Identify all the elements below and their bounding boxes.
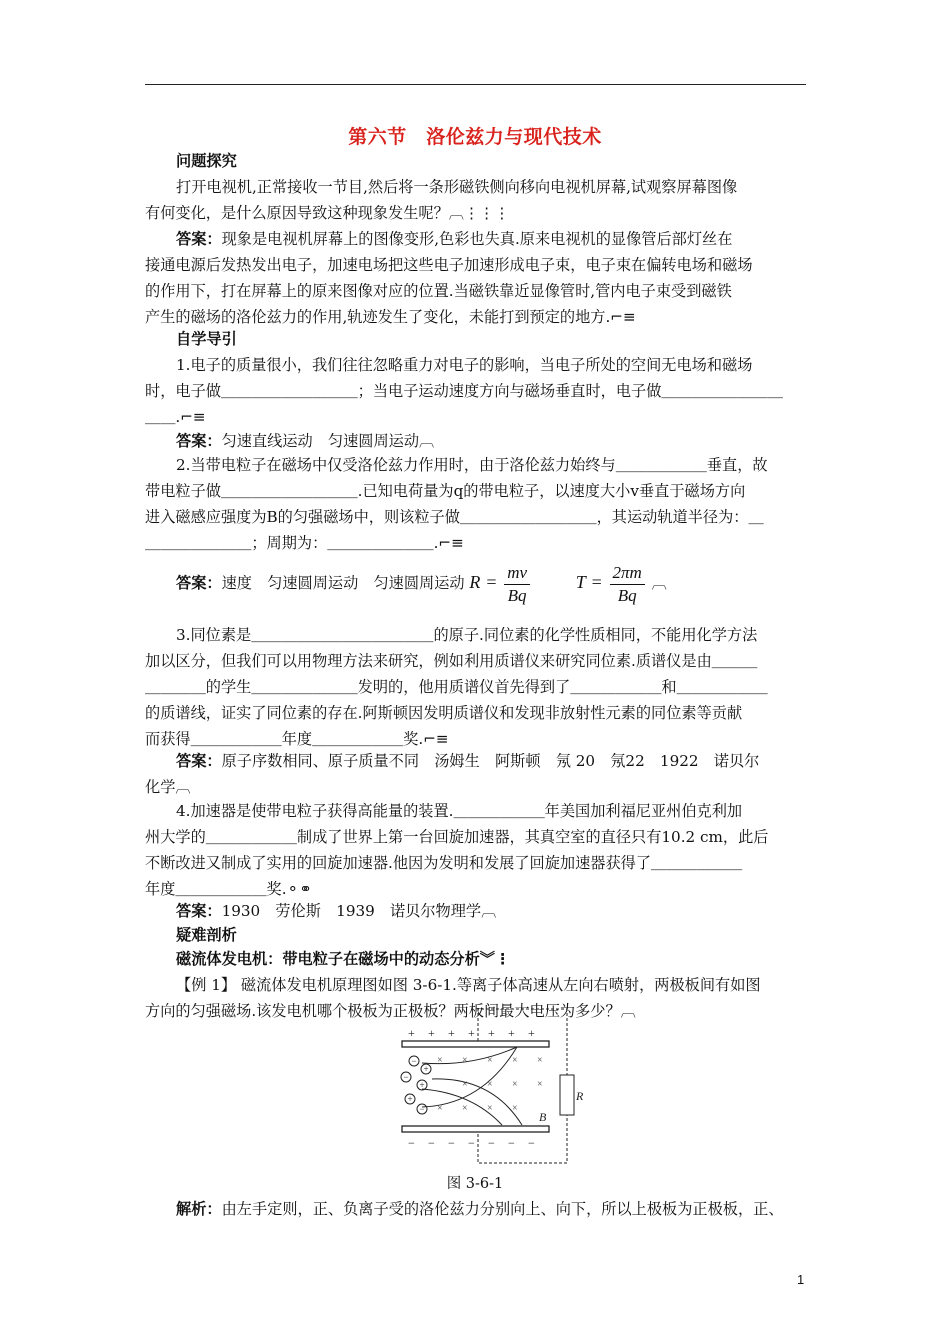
svg-text:×: × <box>512 1055 518 1066</box>
text-line: 进入磁感应强度为B的匀强磁场中，则该粒子做＿＿＿＿＿＿＿＿＿，其运动轨道半径为：＿ <box>145 508 764 526</box>
section-heading-zixue: 自学导引 <box>176 330 237 348</box>
svg-text:−: − <box>403 1072 409 1082</box>
text-line: 【例 1】 磁流体发电机原理图如图 3-6-1.等离子体高速从左向右喷射，两极板间有如图 <box>176 976 761 994</box>
text-line: ＿＿＿＿的学生＿＿＿＿＿＿＿发明的，他用质谱仪首先得到了＿＿＿＿＿＿和＿＿＿＿＿＿ <box>145 678 768 696</box>
text-line: 2.当带电粒子在磁场中仅受洛伦兹力作用时，由于洛伦兹力始终与＿＿＿＿＿＿垂直，故 <box>176 456 768 474</box>
answer-label: 答案： <box>176 432 222 450</box>
analysis-block <box>145 1196 806 1222</box>
svg-text:×: × <box>537 1055 543 1066</box>
answer-tail: ︹ <box>651 574 667 592</box>
text-line: 不断改进又制成了实用的回旋加速器.他因为发明和发展了回旋加速器获得了＿＿＿＿＿＿ <box>145 854 743 872</box>
fraction-period <box>610 562 645 607</box>
section-heading-wenti: 问题探究 <box>176 152 237 170</box>
plus-signs <box>408 1026 535 1040</box>
svg-text:+: + <box>488 1026 495 1040</box>
svg-text:−: − <box>419 1104 425 1114</box>
text-line: 加以区分，但我们可以用物理方法来研究，例如利用质谱仪来研究同位素.质谱仪是由＿＿＿ <box>145 652 758 670</box>
text-line: 年度＿＿＿＿＿＿奖.⚬⚭ <box>145 880 312 898</box>
text-line: 打开电视机,正常接收一节目,然后将一条形磁铁侧向移向电视机屏幕,试观察屏幕图像 <box>176 178 738 196</box>
answer-label: 答案： <box>176 902 222 920</box>
fraction-numerator: mv <box>504 562 530 585</box>
analysis-label: 解析： <box>176 1200 222 1218</box>
answer-block-4 <box>145 748 806 800</box>
svg-text:−: − <box>508 1136 515 1150</box>
svg-text:×: × <box>512 1079 518 1090</box>
answer-block-1 <box>145 226 806 330</box>
svg-text:+: + <box>448 1026 455 1040</box>
svg-text:+: + <box>419 1080 425 1090</box>
analysis-text: 由左手定则，正、负离子受的洛伦兹力分别向上、向下，所以上极板为正极板，正、 <box>221 1200 784 1218</box>
text-line: 而获得＿＿＿＿＿＿年度＿＿＿＿＿＿奖.⌐≡ <box>145 730 449 748</box>
svg-text:+: + <box>407 1094 413 1104</box>
svg-text:+: + <box>468 1026 475 1040</box>
text-line: 接通电源后发热发出电子，加速电场把这些电子加速形成电子束，电子束在偏转电场和磁场 <box>145 256 753 274</box>
answer-text: 原子序数相同、原子质量不同 汤姆生 阿斯顿 氖 20 氖22 1922 诺贝尔 <box>221 752 760 770</box>
svg-text:+: + <box>428 1026 435 1040</box>
svg-text:×: × <box>487 1055 493 1066</box>
text-line: 的质谱线，证实了同位素的存在.阿斯顿因发明质谱仪和发现非放射性元素的同位素等贡献 <box>145 704 743 722</box>
text-line: 方向的匀强磁场.该发电机哪个极板为正极板？两板间最大电压为多少？︹ <box>145 1002 636 1020</box>
page-title: 第六节 洛伦兹力与现代技术 <box>348 126 602 148</box>
top-plate <box>402 1041 549 1047</box>
text-line: 的作用下，打在屏幕上的原来图像对应的位置.当磁铁靠近显像管时,管内电子束受到磁铁 <box>145 282 732 300</box>
text-line: 带电粒子做＿＿＿＿＿＿＿＿＿.已知电荷量为q的带电粒子，以速度大小v垂直于磁场方向 <box>145 482 746 500</box>
answer-block-2 <box>145 428 806 454</box>
fraction-denominator: Bq <box>507 585 527 605</box>
trajectory-down <box>432 1079 522 1125</box>
text-line: 有何变化，是什么原因导致这种现象发生呢？︹⋮⋮⋮ <box>145 204 510 222</box>
answer-label: 答案： <box>176 752 222 770</box>
svg-text:×: × <box>462 1103 468 1114</box>
svg-text:+: + <box>408 1026 415 1040</box>
text-line: 1.电子的质量很小，我们往往忽略重力对电子的影响，当电子所处的空间无电场和磁场 <box>176 356 753 374</box>
section-heading-cixiuti: 磁流体发电机：带电粒子在磁场中的动态分析︾⋮ <box>176 950 511 968</box>
text-line: 产生的磁场的洛伦兹力的作用,轨迹发生了变化，未能打到预定的地方.⌐≡ <box>145 308 636 326</box>
answer-block-5 <box>145 898 806 924</box>
svg-text:−: − <box>468 1136 475 1150</box>
resistor-label: R <box>576 1089 584 1103</box>
answer-text: 匀速直线运动 匀速圆周运动︹ <box>221 432 435 450</box>
fraction-radius <box>504 562 530 607</box>
svg-text:×: × <box>462 1079 468 1090</box>
formula-period-symbol: T <box>575 572 586 592</box>
svg-text:−: − <box>408 1136 415 1150</box>
figure-caption: 图 3-6-1 <box>446 1176 504 1192</box>
text-line: ＿＿.⌐≡ <box>145 408 206 426</box>
fraction-numerator: 2πm <box>610 562 645 585</box>
text-line: 4.加速器是使带电粒子获得高能量的装置.＿＿＿＿＿＿年美国加利福尼亚州伯克利加 <box>176 802 743 820</box>
mhd-generator-figure <box>392 1005 592 1165</box>
formula-radius-symbol: R <box>469 572 481 592</box>
equals-sign: = <box>485 572 498 592</box>
svg-text:×: × <box>537 1079 543 1090</box>
svg-text:×: × <box>487 1103 493 1114</box>
section-heading-yinan: 疑难剖析 <box>176 926 237 944</box>
magnetic-field-crosses <box>437 1055 543 1114</box>
equals-sign: = <box>590 572 603 592</box>
svg-text:−: − <box>411 1056 417 1066</box>
answer-text: 速度 匀速圆周运动 匀速圆周运动 <box>221 574 465 592</box>
answer-label: 答案： <box>176 574 222 592</box>
page-number: 1 <box>797 1272 805 1287</box>
text-line: ＿＿＿＿＿＿＿；周期为：＿＿＿＿＿＿＿.⌐≡ <box>145 534 464 552</box>
header-rule <box>145 84 806 85</box>
text-line: 时，电子做＿＿＿＿＿＿＿＿＿；当电子运动速度方向与磁场垂直时，电子做＿＿＿＿＿＿＿＿ <box>145 382 783 400</box>
answer-block-3 <box>145 558 806 607</box>
text-line: 3.同位素是＿＿＿＿＿＿＿＿＿＿＿＿的原子.同位素的化学性质相同，不能用化学方法 <box>176 626 758 644</box>
svg-text:×: × <box>462 1055 468 1066</box>
svg-text:−: − <box>428 1136 435 1150</box>
answer-label: 答案： <box>176 230 222 248</box>
svg-text:×: × <box>437 1055 443 1066</box>
svg-text:+: + <box>508 1026 515 1040</box>
svg-text:+: + <box>528 1026 535 1040</box>
svg-text:×: × <box>437 1103 443 1114</box>
paragraph-question <box>145 174 806 226</box>
question-2 <box>145 452 806 556</box>
fraction-denominator: Bq <box>617 585 637 605</box>
question-3 <box>145 622 806 752</box>
bottom-plate <box>402 1126 549 1132</box>
text-line: 州大学的＿＿＿＿＿＿制成了世界上第一台回旋加速器，其真空室的直径只有10.2 cm，此后 <box>145 828 769 846</box>
answer-text: 现象是电视机屏幕上的图像变形,色彩也失真.原来电视机的显像管后部灯丝在 <box>221 230 733 248</box>
question-4 <box>145 798 806 902</box>
minus-signs <box>408 1136 535 1150</box>
svg-text:−: − <box>528 1136 535 1150</box>
svg-text:−: − <box>448 1136 455 1150</box>
field-label: B <box>539 1110 547 1124</box>
svg-text:×: × <box>487 1079 493 1090</box>
resistor <box>560 1075 574 1115</box>
text-line: 化学︹ <box>145 778 191 796</box>
svg-text:−: − <box>488 1136 495 1150</box>
answer-text: 1930 劳伦斯 1939 诺贝尔物理学︹ <box>221 902 497 920</box>
svg-text:×: × <box>512 1103 518 1114</box>
question-1 <box>145 352 806 430</box>
svg-text:+: + <box>423 1064 429 1074</box>
